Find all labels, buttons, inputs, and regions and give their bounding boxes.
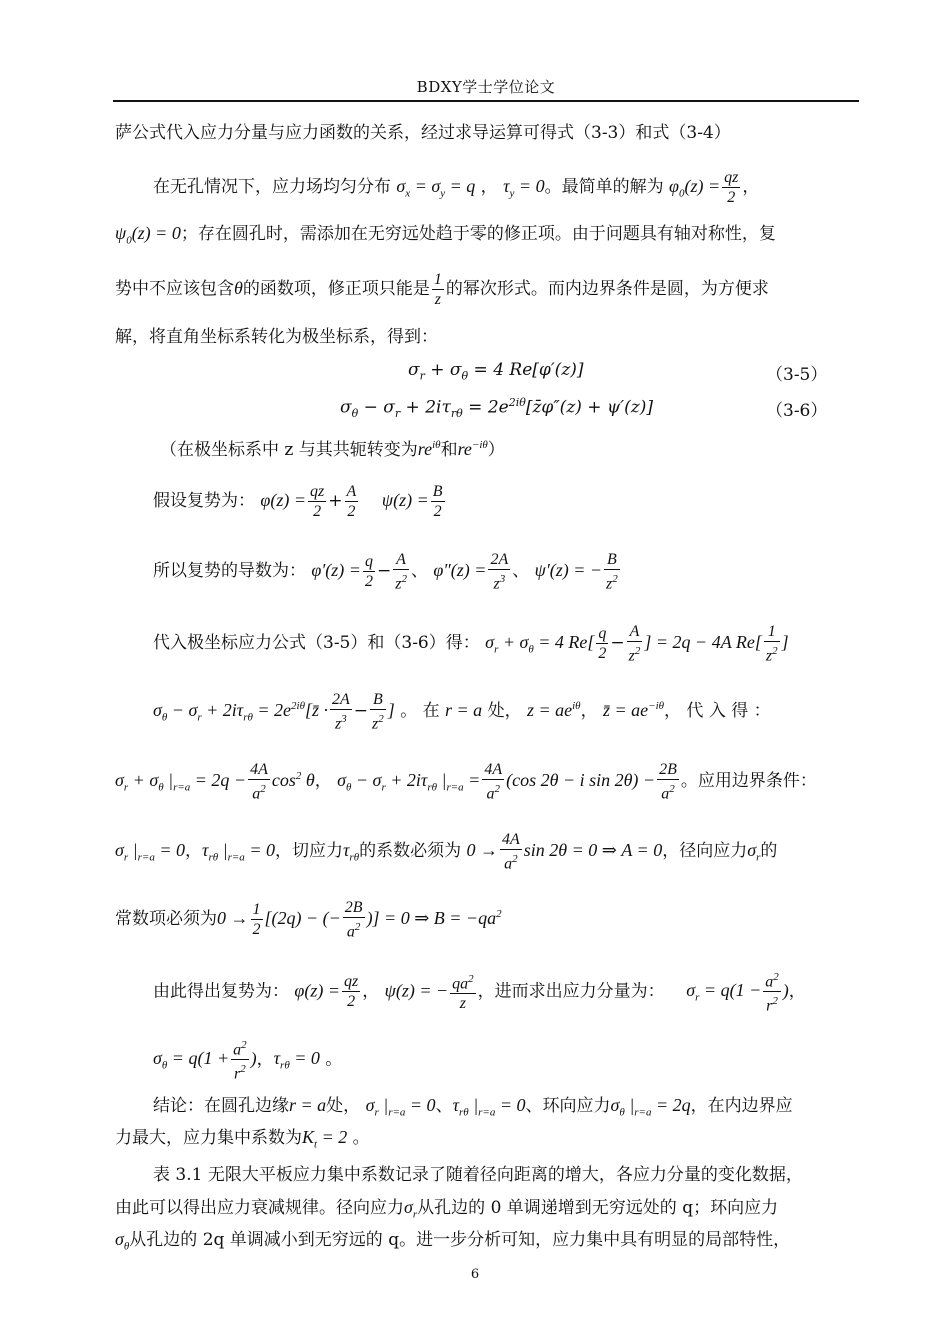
text-line: $\sigma_r + \sigma_\theta$ $|_{r=a} = 2q$ − $\frac{4A}{a^2}$ $\cos^2 \theta$， $\sigma_\theta - \sigma_r + 2i\tau_{r\theta}$ $|_{r=a}$ = $\frac{4A}{a^2}$ (cos 2θ − i sin 2θ) − $\frac{2B}{a^2}$ 。应用边界条件： xyxy=(115,761,817,803)
text-line: 势中不应该包含θ的函数项，修正项只能是 $\frac{1}{z}$ 的幂次形式。而内边界条件是圆，为方便求 xyxy=(115,271,769,308)
text-line: $\psi_0(z) = 0$；存在圆孔时，需添加在无穷远处趋于零的修正项。由于问题具有轴对称性，复 xyxy=(115,223,776,247)
text-line: 表 3.1 无限大平板应力集中系数记录了随着径向距离的增大，各应力分量的变化数据， xyxy=(153,1165,803,1185)
text-line: 常数项必须为0 → $\frac{1}{2}$ [(2q) − (− $\frac{2B}{a^2}$ )] = 0 ⇒ $B = -qa^2$ xyxy=(115,899,502,941)
text-line: 在无孔情况下，应力场均匀分布 $\sigma_x = \sigma_y = q$ ， $\tau_y = 0$。最简单的解为 $\varphi_0(z)$ = $\frac{qz}{2}$ ， xyxy=(153,169,760,206)
text-line: （在极坐标系中 z 与其共轭转变为$re^{i\theta}$和$re^{-i\theta}$） xyxy=(160,439,505,460)
text-line: 代入极坐标应力公式（3-5）和（3-6）得： $\sigma_r + \sigma_\theta = 4$ Re[ $\frac{q}{2}$ − $\frac{A}{z^2}$ ] = 2q − 4A Re[ $\frac{1}{z^2}$ ] xyxy=(153,623,789,665)
equation-3-6: $\sigma_\theta - \sigma_r + 2i\tau_{r\theta}$ = $2e^{2i\theta}[z̄\varphi''(z) + \psi'(z)]$ xyxy=(340,396,654,421)
text-line: 由此得出复势为： φ(z) = $\frac{qz}{2}$ ， ψ(z) = − $\frac{qa^2}{z}$ ，进而求出应力分量为： $\sigma_r = q(1$ − $\frac{a^2}{r^2}$ )， xyxy=(153,968,898,1016)
text-line: $\sigma_\theta - \sigma_r + 2i\tau_{r\theta}$ = $2e^{2i\theta}[z̄$ · $\frac{2A}{z^3}$ − $\frac{B}{z^2}$ ] 。 在 r = a 处， $z = ae^{i\theta}$， z̄ = $ae^{-i\theta}$， 代 入 得 ： xyxy=(153,691,771,733)
equation-label: （3-5） xyxy=(766,365,828,385)
text-line: $\sigma_\theta$从孔边的 2q 单调减小到无穷远的 q。进一步分析可知，应力集中具有明显的局部特性， xyxy=(115,1229,791,1253)
text-line: 萨公式代入应力分量与应力函数的关系，经过求导运算可得式（3-3）和式（3-4） xyxy=(115,123,731,143)
text-line: 力最大，应力集中系数为$K_t = 2$ 。 xyxy=(115,1127,370,1151)
text-line: 所以复势的导数为： φ′(z) = $\frac{q}{2}$ − $\frac{A}{z^2}$ 、 φ″(z) = $\frac{2A}{z^3}$ 、 ψ′(z) = − $\frac{B}{z^2}$ xyxy=(153,551,618,593)
text-line: 由此可以得出应力衰减规律。径向应力$\sigma_r$从孔边的 0 单调递增到无穷远处的 q；环向应力 xyxy=(115,1197,779,1221)
text-line: $\sigma_\theta = q(1$ + $\frac{a^2}{r^2}$ )，$\tau_{r\theta} = 0$ 。 xyxy=(153,1036,898,1084)
page-number: 6 xyxy=(470,1267,480,1282)
equation-label: （3-6） xyxy=(766,401,828,421)
text-line: 解，将直角坐标系转化为极坐标系，得到： xyxy=(115,327,438,347)
equation-3-5: $\sigma_r + \sigma_\theta = 4$ Re[φ′(z)] xyxy=(408,360,584,383)
text-line: $\sigma_r$ $|_{r=a} = 0$，$\tau_{r\theta}$ $|_{r=a} = 0$，切应力$\tau_{r\theta}$的系数必须为 0 → $\frac{4A}{a^2}$ sin 2θ = 0 ⇒ A = 0，径向应力$\sigma_r$的 xyxy=(115,831,778,873)
text-line: 假设复势为： φ(z) = $\frac{qz}{2}$ + $\frac{A}{2}$ ψ(z) = $\frac{B}{2}$ xyxy=(153,483,443,520)
header-rule xyxy=(113,100,859,102)
page-header-title: BDXY学士学位论文 xyxy=(416,78,556,96)
text-line: 结论：在圆孔边缘r = a处， $\sigma_r$ $|_{r=a} = 0$、$\tau_{r\theta}$ $|_{r=a} = 0$、环向应力$\sigma_\theta$ $|_{r=a} = 2q$，在内边界应 xyxy=(153,1095,793,1119)
